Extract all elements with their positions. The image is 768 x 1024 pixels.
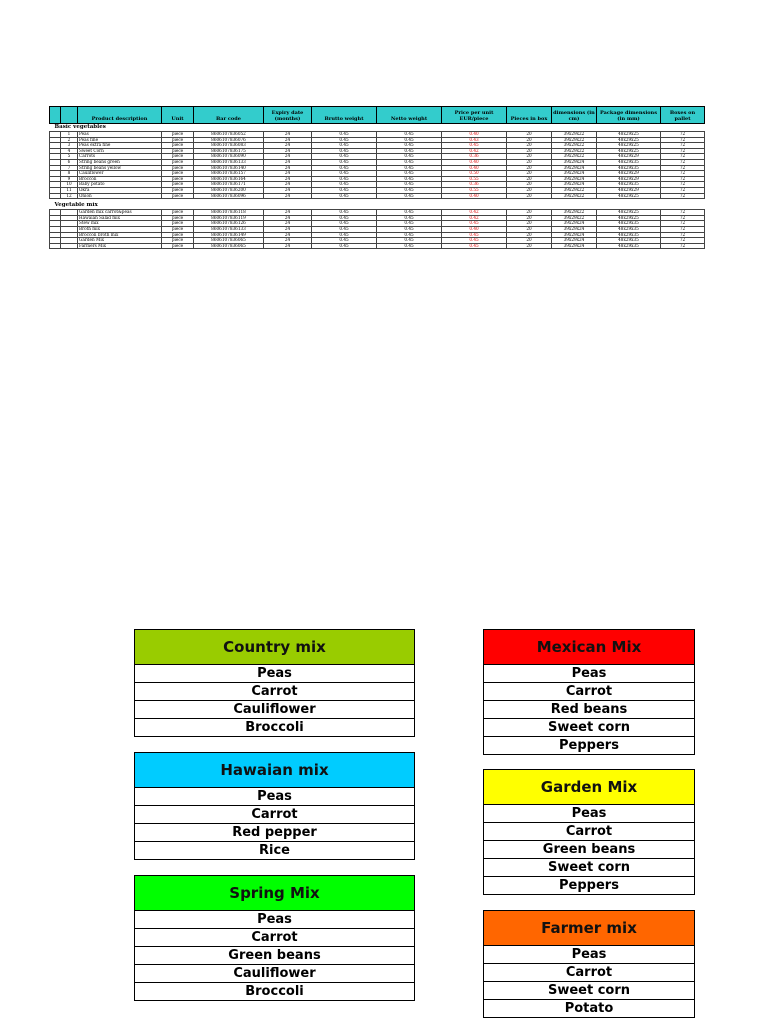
table-cell: 48x29x25	[597, 148, 661, 154]
mix-ingredient: Peas	[135, 665, 414, 683]
table-cell: 48x29x29	[597, 187, 661, 193]
table-cell: 6	[61, 159, 78, 165]
table-cell: 0.45	[312, 143, 377, 149]
table-cell: Onion	[78, 193, 162, 199]
table-cell: 0.45	[377, 193, 442, 199]
table-cell: 39x29x22	[552, 193, 597, 199]
table-cell: 0.40	[442, 226, 507, 232]
table-cell: 0.45	[377, 154, 442, 160]
header-cell	[61, 107, 78, 124]
table-cell: piece	[162, 143, 194, 149]
table-cell: 12	[61, 193, 78, 199]
table-cell: piece	[162, 176, 194, 182]
table-cell: 0.45	[312, 176, 377, 182]
table-cell: 0.43	[442, 137, 507, 143]
table-cell: 8606107836096	[194, 193, 264, 199]
table-cell: 72	[661, 221, 705, 227]
table-cell: 0.45	[312, 159, 377, 165]
table-cell: 8606107836133	[194, 159, 264, 165]
table-cell: Garden mix carrot&peas	[78, 210, 162, 216]
table-cell: 0.45	[442, 238, 507, 244]
table-cell: 8606107836126	[194, 221, 264, 227]
table-cell: piece	[162, 221, 194, 227]
table-cell: 20	[507, 187, 552, 193]
mix-ingredient: Carrot	[135, 929, 414, 947]
table-cell: Stew mix	[78, 221, 162, 227]
table-cell: 0.45	[312, 165, 377, 171]
table-cell: 0.40	[442, 159, 507, 165]
table-cell: 72	[661, 171, 705, 177]
mix-ingredient: Carrot	[484, 683, 694, 701]
table-cell: 39x29x22	[552, 154, 597, 160]
table-cell: Hawaian Salad mix	[78, 215, 162, 221]
table-cell: 39x29x24	[552, 232, 597, 238]
table-cell: 24	[264, 182, 312, 188]
table-cell: 0.42	[442, 210, 507, 216]
mix-ingredient: Peas	[484, 665, 694, 683]
table-cell: 0.45	[377, 159, 442, 165]
mix-title: Hawaian mix	[135, 753, 414, 788]
table-cell: 20	[507, 165, 552, 171]
table-cell: 24	[264, 159, 312, 165]
table-cell: 24	[264, 193, 312, 199]
table-cell: Sweet Corn	[78, 148, 162, 154]
mix-title: Garden Mix	[484, 770, 694, 805]
table-cell: 48x29x35	[597, 165, 661, 171]
mix-box	[134, 875, 415, 1001]
table-cell: 0.45	[312, 215, 377, 221]
table-cell: 24	[264, 171, 312, 177]
table-cell: 0.45	[442, 221, 507, 227]
table-cell: piece	[162, 171, 194, 177]
section-title: Vegetable mix	[54, 202, 98, 209]
table-cell: 2	[61, 137, 78, 143]
mix-ingredient: Carrot	[484, 823, 694, 841]
table-cell: piece	[162, 238, 194, 244]
header-cell: Bar code	[194, 107, 264, 124]
table-cell: 0.55	[442, 187, 507, 193]
table-cell: 72	[661, 132, 705, 138]
mix-ingredient: Sweet corn	[484, 982, 694, 1000]
table-cell: piece	[162, 165, 194, 171]
table-cell: 0.45	[377, 187, 442, 193]
table-cell: 8606107836175	[194, 148, 264, 154]
table-cell: 48x29x35	[597, 232, 661, 238]
table-cell: 0.45	[377, 210, 442, 216]
table-cell: 0.45	[377, 137, 442, 143]
table-cell: 0.45	[377, 221, 442, 227]
table-cell: 48x29x25	[597, 132, 661, 138]
table-cell: 0.45	[442, 232, 507, 238]
mix-ingredient: Green beans	[484, 841, 694, 859]
table-cell: 20	[507, 154, 552, 160]
table-cell: Baby potato	[78, 182, 162, 188]
table-cell: 24	[264, 187, 312, 193]
table-cell: 48x29x29	[597, 171, 661, 177]
table-cell: 39x29x24	[552, 226, 597, 232]
table-cell: Garden Mix	[78, 238, 162, 244]
table-cell: 0.45	[312, 226, 377, 232]
table-cell: 3	[61, 143, 78, 149]
section-row	[50, 124, 705, 132]
table-cell: 39x29x22	[552, 215, 597, 221]
table-cell: 0.36	[442, 154, 507, 160]
header-cell: Product description	[78, 107, 162, 124]
table-cell: 48x29x35	[597, 226, 661, 232]
table-cell: 48x29x25	[597, 210, 661, 216]
table-cell: piece	[162, 210, 194, 216]
table-cell: 8606107836149	[194, 232, 264, 238]
table-cell: 0.45	[312, 221, 377, 227]
table-cell: 72	[661, 226, 705, 232]
mix-ingredient: Broccoli	[245, 984, 304, 999]
mix-ingredient: Broccoli	[245, 720, 304, 735]
table-cell: 20	[507, 176, 552, 182]
mix-ingredient: Peppers	[559, 738, 619, 753]
mix-ingredient: Carrot	[135, 683, 414, 701]
section-row	[50, 202, 705, 210]
table-cell: 48x29x25	[597, 137, 661, 143]
table-cell: 9	[61, 176, 78, 182]
mix-title: Mexican Mix	[484, 630, 694, 665]
table-cell: piece	[162, 159, 194, 165]
table-cell: 39x29x24	[552, 176, 597, 182]
table-cell: piece	[162, 243, 194, 249]
table-cell: 20	[507, 193, 552, 199]
table-cell: 0.40	[442, 165, 507, 171]
table-cell: 24	[264, 232, 312, 238]
table-cell: 48x29x35	[597, 238, 661, 244]
table-cell: piece	[162, 232, 194, 238]
table-cell: 0.36	[442, 182, 507, 188]
table-cell: 8606107836076	[194, 137, 264, 143]
table-cell	[50, 243, 61, 249]
table-cell: 20	[507, 137, 552, 143]
table-cell: 39x29x22	[552, 210, 597, 216]
table-cell: Cauliflower	[78, 171, 162, 177]
header-cell: dimensions (in cm)	[552, 107, 597, 124]
table-cell: 48x29x29	[597, 154, 661, 160]
table-cell: 24	[264, 226, 312, 232]
table-cell: 0.45	[312, 210, 377, 216]
table-cell: 0.45	[312, 187, 377, 193]
table-cell: 39x29x22	[552, 187, 597, 193]
mix-ingredient: Peas	[135, 911, 414, 929]
table-cell: 5	[61, 154, 78, 160]
table-cell: Peas	[78, 132, 162, 138]
table-cell: 0.45	[442, 243, 507, 249]
table-cell: piece	[162, 226, 194, 232]
table-cell: 20	[507, 182, 552, 188]
table-cell: piece	[162, 187, 194, 193]
mix-box	[483, 629, 695, 755]
table-cell: 0.42	[442, 148, 507, 154]
table-cell: 20	[507, 210, 552, 216]
mix-box	[134, 629, 415, 737]
table-cell: 24	[264, 221, 312, 227]
header-cell: Expiry date (months)	[264, 107, 312, 124]
table-cell: 24	[264, 132, 312, 138]
table-cell: piece	[162, 182, 194, 188]
mix-ingredient: Sweet corn	[484, 719, 694, 737]
table-cell: 72	[661, 137, 705, 143]
mix-ingredient: Peas	[484, 805, 694, 823]
table-cell: 48x29x35	[597, 182, 661, 188]
table-cell: Peas extra fine	[78, 143, 162, 149]
table-cell: 24	[264, 243, 312, 249]
table-cell: piece	[162, 215, 194, 221]
table-cell: 72	[661, 210, 705, 216]
table-cell: 72	[661, 176, 705, 182]
table-cell: 20	[507, 243, 552, 249]
table-cell: 24	[264, 210, 312, 216]
mix-ingredient: Red pepper	[135, 824, 414, 842]
table-cell: Okra	[78, 187, 162, 193]
table-cell: 0.45	[377, 215, 442, 221]
table-cell: String beans yellow	[78, 165, 162, 171]
table-cell: 72	[661, 238, 705, 244]
table-cell: 0.45	[377, 226, 442, 232]
table-cell: piece	[162, 132, 194, 138]
table-cell: 0.55	[442, 176, 507, 182]
table-cell: 0.40	[442, 193, 507, 199]
table-cell: 0.45	[312, 148, 377, 154]
table-cell: 39x29x24	[552, 221, 597, 227]
table-cell: 39x29x24	[552, 182, 597, 188]
table-cell: String beans green	[78, 159, 162, 165]
table-cell: 24	[264, 176, 312, 182]
table-cell: 72	[661, 143, 705, 149]
table-cell: 0.45	[312, 132, 377, 138]
table-cell: 72	[661, 243, 705, 249]
table-cell: 39x29x22	[552, 137, 597, 143]
table-cell: 48x29x25	[597, 193, 661, 199]
table-cell: piece	[162, 137, 194, 143]
mix-ingredient: Green beans	[135, 947, 414, 965]
table-cell: 8606107836140	[194, 165, 264, 171]
table-cell: 8606107836118	[194, 210, 264, 216]
table-cell: 20	[507, 159, 552, 165]
table-cell: 72	[661, 154, 705, 160]
table-cell: 48x29x25	[597, 143, 661, 149]
header-cell	[50, 107, 61, 124]
table-body	[50, 124, 705, 249]
table-cell: 0.45	[312, 232, 377, 238]
mix-ingredient: Peas	[484, 946, 694, 964]
table-cell: 8606107836083	[194, 143, 264, 149]
header-cell: Price per unit EUR/piece	[442, 107, 507, 124]
table-cell: 72	[661, 182, 705, 188]
header-cell: Unit	[162, 107, 194, 124]
table-cell: 0.45	[442, 143, 507, 149]
mix-ingredient: Cauliflower	[135, 701, 414, 719]
table-cell: 8606107836133	[194, 226, 264, 232]
table-cell: 72	[661, 165, 705, 171]
table-cell: 48x29x35	[597, 159, 661, 165]
table-cell: 20	[507, 238, 552, 244]
table-cell: 8606107836065	[194, 243, 264, 249]
table-cell: 20	[507, 171, 552, 177]
mix-title: Farmer mix	[484, 911, 694, 946]
table-cell: 48x29x35	[597, 221, 661, 227]
table-cell: 24	[264, 238, 312, 244]
table-cell: Broccoli broth mix	[78, 232, 162, 238]
header-cell: Pieces in box	[507, 107, 552, 124]
table-cell: 20	[507, 221, 552, 227]
mix-ingredient: Sweet corn	[484, 859, 694, 877]
table-cell: 72	[661, 148, 705, 154]
table-cell: 7	[61, 165, 78, 171]
mix-ingredient: Carrot	[484, 964, 694, 982]
table-cell: 0.40	[442, 132, 507, 138]
table-cell: 0.45	[377, 148, 442, 154]
table-cell: 8606107836090	[194, 154, 264, 160]
header-cell: Package dimensions (in mm)	[597, 107, 661, 124]
table-cell: 72	[661, 215, 705, 221]
table-cell: 8606107836164	[194, 176, 264, 182]
table-cell: 11	[61, 187, 78, 193]
table-cell: 0.45	[312, 154, 377, 160]
table-cell: 1	[61, 132, 78, 138]
table-cell: piece	[162, 154, 194, 160]
table-cell: 0.45	[312, 137, 377, 143]
table-cell: Carrots	[78, 154, 162, 160]
table-cell: 8606107836171	[194, 182, 264, 188]
product-table	[49, 106, 705, 249]
table-cell: 20	[507, 132, 552, 138]
table-cell: 0.45	[377, 143, 442, 149]
table-cell: 0.45	[312, 182, 377, 188]
table-cell: 20	[507, 148, 552, 154]
table-cell: 0.45	[377, 243, 442, 249]
table-cell: 39x29x22	[552, 148, 597, 154]
mix-ingredient: Rice	[259, 843, 290, 858]
header-cell: Netto weight	[377, 107, 442, 124]
table-cell: 0.42	[442, 215, 507, 221]
header-cell: Boxes on pallet	[661, 107, 705, 124]
table-cell: 0.45	[377, 182, 442, 188]
table-cell: 72	[661, 232, 705, 238]
table-cell: 24	[264, 165, 312, 171]
table-cell: 20	[507, 232, 552, 238]
table-cell: Broccoli	[78, 176, 162, 182]
table-cell: 48x29x29	[597, 176, 661, 182]
table-cell: 10	[61, 182, 78, 188]
table-cell: 0.45	[312, 243, 377, 249]
table-cell: 72	[661, 193, 705, 199]
table-cell: 39x29x24	[552, 243, 597, 249]
table-cell: 0.45	[312, 238, 377, 244]
mix-ingredient: Carrot	[135, 806, 414, 824]
mix-box	[134, 752, 415, 860]
mix-title: Spring Mix	[135, 876, 414, 911]
table-cell: 72	[661, 187, 705, 193]
table-cell: 39x29x22	[552, 143, 597, 149]
mix-ingredient: Peppers	[559, 878, 619, 893]
table-cell: 0.50	[442, 171, 507, 177]
table-cell: 0.45	[377, 171, 442, 177]
table-cell: 0.45	[312, 171, 377, 177]
table-cell: 0.45	[377, 232, 442, 238]
table-cell: 72	[661, 159, 705, 165]
table-cell: 39x29x24	[552, 171, 597, 177]
table-cell: 0.45	[377, 238, 442, 244]
mix-box	[483, 769, 695, 895]
table-cell: 24	[264, 143, 312, 149]
table-cell: 8606107836065	[194, 238, 264, 244]
table-cell: 39x29x24	[552, 159, 597, 165]
table-cell: 39x29x24	[552, 165, 597, 171]
table-cell: piece	[162, 148, 194, 154]
mix-ingredient: Red beans	[484, 701, 694, 719]
table-cell: 24	[264, 148, 312, 154]
table-cell: 4	[61, 148, 78, 154]
mix-box	[483, 910, 695, 1018]
section-title: Basic vegetables	[54, 124, 106, 130]
table-cell: 20	[507, 143, 552, 149]
table-cell: 24	[264, 215, 312, 221]
header-cell: Brutto weight	[312, 107, 377, 124]
table-cell: 48x29x35	[597, 243, 661, 249]
table-cell: Farmers Mix	[78, 243, 162, 249]
table-row	[50, 243, 705, 249]
table-cell: 0.45	[377, 132, 442, 138]
table-cell: 8606107836157	[194, 171, 264, 177]
table-cell: 0.45	[312, 193, 377, 199]
table-cell: Peas fine	[78, 137, 162, 143]
mix-ingredient: Peas	[135, 788, 414, 806]
table-cell: piece	[162, 193, 194, 199]
table-cell: 39x29x24	[552, 238, 597, 244]
table-cell: 8606107836200	[194, 187, 264, 193]
mix-title: Country mix	[135, 630, 414, 665]
table-cell	[61, 243, 78, 249]
table-cell: 48x29x25	[597, 215, 661, 221]
table-cell: 8606107836119	[194, 215, 264, 221]
table-cell: 0.45	[377, 165, 442, 171]
mix-ingredient: Cauliflower	[135, 965, 414, 983]
table-cell: 8606107836052	[194, 132, 264, 138]
table-cell: 24	[264, 154, 312, 160]
table-cell: 8	[61, 171, 78, 177]
table-cell: 20	[507, 215, 552, 221]
mix-ingredient: Potato	[564, 1001, 614, 1016]
table-cell: 39x29x22	[552, 132, 597, 138]
table-cell: Broth mix	[78, 226, 162, 232]
table-header-row	[50, 107, 705, 124]
table-cell: 0.45	[377, 176, 442, 182]
table-cell: 20	[507, 226, 552, 232]
table-cell: 24	[264, 137, 312, 143]
